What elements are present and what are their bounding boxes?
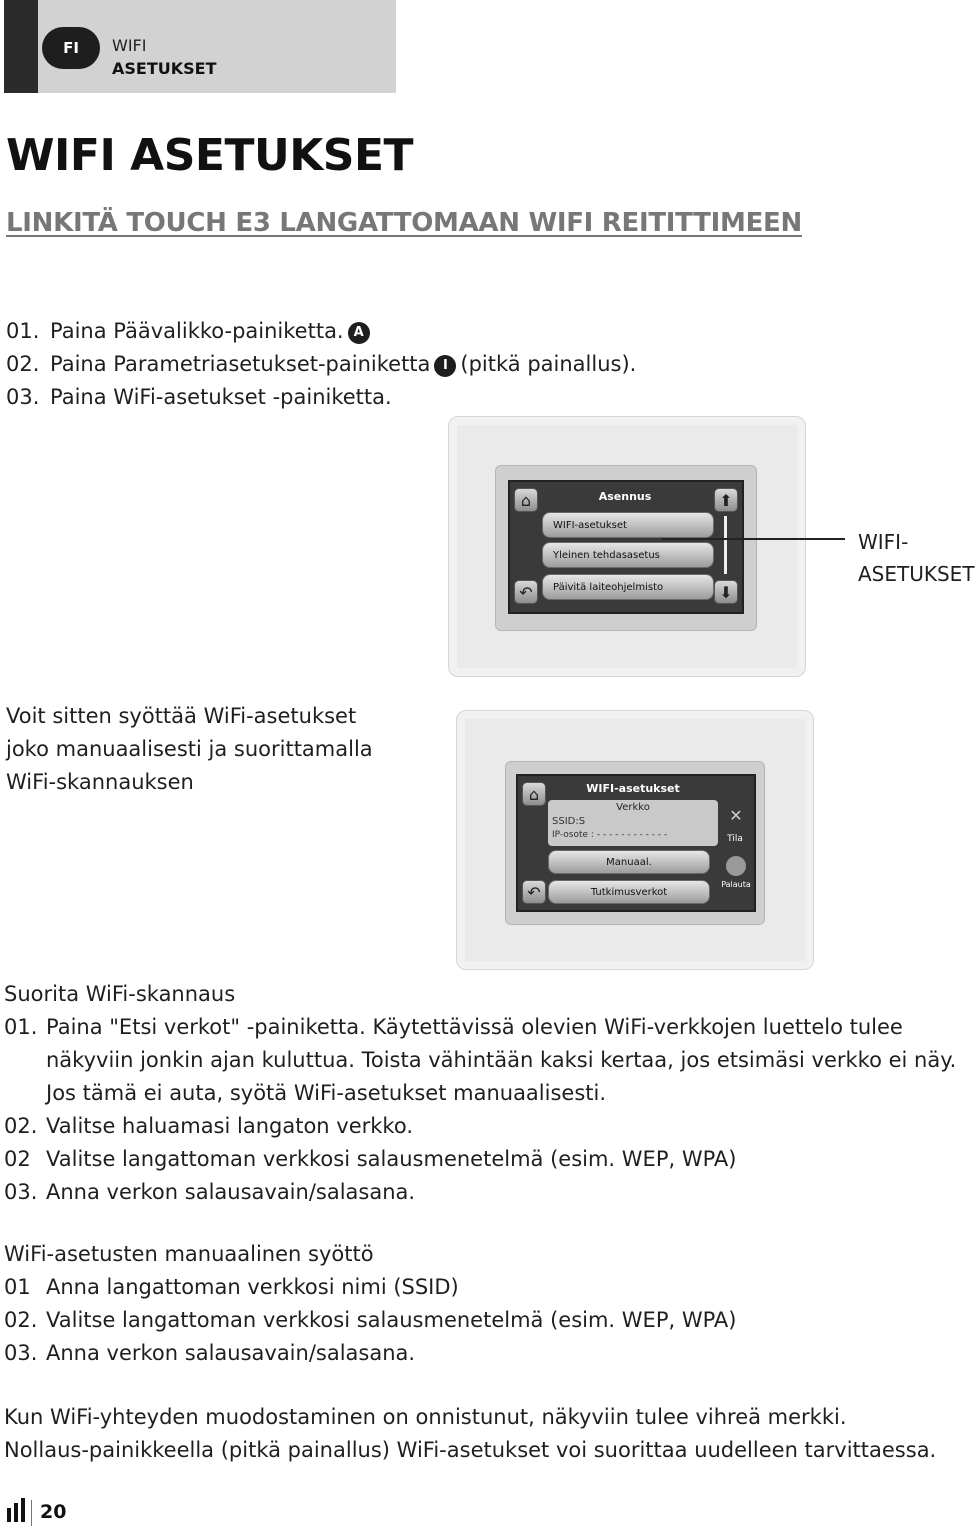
step-number: 03. <box>4 1341 38 1365</box>
factory-reset-button[interactable]: Yleinen tehdasasetus <box>542 542 714 568</box>
step-number: 01 <box>4 1275 31 1299</box>
manual-button[interactable]: Manuaal. <box>548 850 710 874</box>
screen-title: WIFI-asetukset <box>586 782 680 795</box>
intro-step <box>6 381 636 414</box>
step-text: Paina Päävalikko-painiketta. <box>50 319 344 343</box>
intro-step-list <box>6 315 636 414</box>
mid-paragraph <box>6 700 373 799</box>
arrow-up-icon[interactable]: ⬆ <box>714 488 738 512</box>
step-text: Valitse haluamasi langaton verkko. <box>46 1114 413 1138</box>
back-icon[interactable]: ↶ <box>514 580 538 604</box>
callout-label-line1: WIFI- <box>858 530 909 554</box>
step-badge-i: I <box>434 355 456 377</box>
step-text: Valitse langattoman verkkosi salausmenetelmä (esim. WEP, WPA) <box>46 1308 737 1332</box>
manual-step <box>4 1304 736 1337</box>
paragraph-line: WiFi-skannauksen <box>6 770 194 794</box>
scan-networks-button[interactable]: Tutkimusverkot <box>548 880 710 904</box>
thermostat-device-wifi <box>456 710 814 970</box>
step-number: 01. <box>6 319 40 343</box>
thermostat-device-installation <box>448 416 806 677</box>
callout-label <box>858 526 975 590</box>
manual-step <box>4 1271 736 1304</box>
network-label: Verkko <box>616 802 650 813</box>
step-number: 03. <box>6 385 40 409</box>
scan-step <box>4 1143 956 1176</box>
header-accent-bar <box>4 0 38 93</box>
step-number: 02 <box>4 1147 31 1171</box>
back-icon[interactable]: ↶ <box>522 880 546 904</box>
step-number: 02. <box>6 352 40 376</box>
close-icon[interactable]: ✕ <box>729 806 743 825</box>
scan-step <box>4 1110 956 1143</box>
manual-heading: WiFi-asetusten manuaalinen syöttö <box>4 1242 374 1266</box>
step-line: Paina "Etsi verkot" -painiketta. Käytettävissä olevien WiFi-verkkojen luettelo tulee <box>46 1015 903 1039</box>
ssid-value: SSID:S <box>552 816 586 827</box>
step-text: Anna langattoman verkkosi nimi (SSID) <box>46 1275 459 1299</box>
step-text <box>46 1011 956 1110</box>
page-subtitle: LINKITÄ TOUCH E3 LANGATTOMAAN WIFI REITITTIMEEN <box>6 208 802 238</box>
header-section-line2: ASETUKSET <box>112 59 217 78</box>
arrow-down-icon[interactable]: ⬇ <box>714 580 738 604</box>
device-bezel <box>495 465 757 631</box>
step-line: Jos tämä ei auta, syötä WiFi-asetukset manuaalisesti. <box>46 1081 607 1105</box>
step-number: 01. <box>4 1015 38 1039</box>
scan-heading: Suorita WiFi-skannaus <box>4 982 236 1006</box>
scan-step <box>4 1011 956 1110</box>
step-text: Paina Parametriasetukset-painiketta <box>50 352 431 376</box>
callout-label-line2: ASETUKSET <box>858 562 975 586</box>
reset-label: Palauta <box>721 880 751 889</box>
page-title: WIFI ASETUKSET <box>6 130 414 181</box>
step-number: 02. <box>4 1308 38 1332</box>
home-icon[interactable]: ⌂ <box>514 488 538 512</box>
step-text: Paina WiFi-asetukset -painiketta. <box>50 385 392 409</box>
step-badge-a: A <box>348 322 370 344</box>
language-badge: FI <box>42 27 100 69</box>
firmware-update-button[interactable]: Päivitä laiteohjelmisto <box>542 574 714 600</box>
step-number: 03. <box>4 1180 38 1204</box>
scan-step <box>4 1176 956 1209</box>
reset-button[interactable] <box>726 856 746 876</box>
step-text-after: (pitkä painallus). <box>460 352 637 376</box>
header-section-line1: WIFI <box>112 36 147 55</box>
paragraph-line: joko manuaalisesti ja suorittamalla <box>6 737 373 761</box>
state-label: Tila <box>727 834 743 844</box>
intro-step <box>6 348 636 381</box>
manual-step-list <box>4 1271 736 1370</box>
step-text: Anna verkon salausavain/salasana. <box>46 1180 416 1204</box>
intro-step <box>6 315 636 348</box>
ip-value: IP-osote : - - - - - - - - - - - - <box>552 830 668 840</box>
closing-paragraph <box>4 1401 936 1467</box>
step-number: 02. <box>4 1114 38 1138</box>
page-number: 20 <box>40 1501 67 1523</box>
brand-logo-icon <box>6 1496 28 1527</box>
footer-separator <box>31 1500 32 1526</box>
screen-title: Asennus <box>598 490 652 503</box>
brand-mark-icon <box>6 1496 28 1522</box>
scan-step-list <box>4 1011 956 1209</box>
device-screen <box>516 774 756 912</box>
step-text: Valitse langattoman verkkosi salausmenetelmä (esim. WEP, WPA) <box>46 1147 737 1171</box>
manual-step <box>4 1337 736 1370</box>
device-bezel <box>505 761 765 925</box>
step-line: näkyviin jonkin ajan kuluttua. Toista vähintään kaksi kertaa, jos etsimäsi verkko ei näy. <box>46 1048 957 1072</box>
device-screen <box>508 480 744 614</box>
paragraph-line: Nollaus-painikkeella (pitkä painallus) WiFi-asetukset voi suorittaa uudelleen tarvittaessa. <box>4 1438 937 1462</box>
step-text: Anna verkon salausavain/salasana. <box>46 1341 416 1365</box>
callout-line <box>662 538 845 540</box>
paragraph-line: Kun WiFi-yhteyden muodostaminen on onnistunut, näkyviin tulee vihreä merkki. <box>4 1405 847 1429</box>
network-info-panel <box>548 800 718 846</box>
home-icon[interactable]: ⌂ <box>522 782 546 806</box>
wifi-settings-button[interactable]: WIFI-asetukset <box>542 512 714 538</box>
scrollbar[interactable] <box>724 516 727 574</box>
paragraph-line: Voit sitten syöttää WiFi-asetukset <box>6 704 357 728</box>
